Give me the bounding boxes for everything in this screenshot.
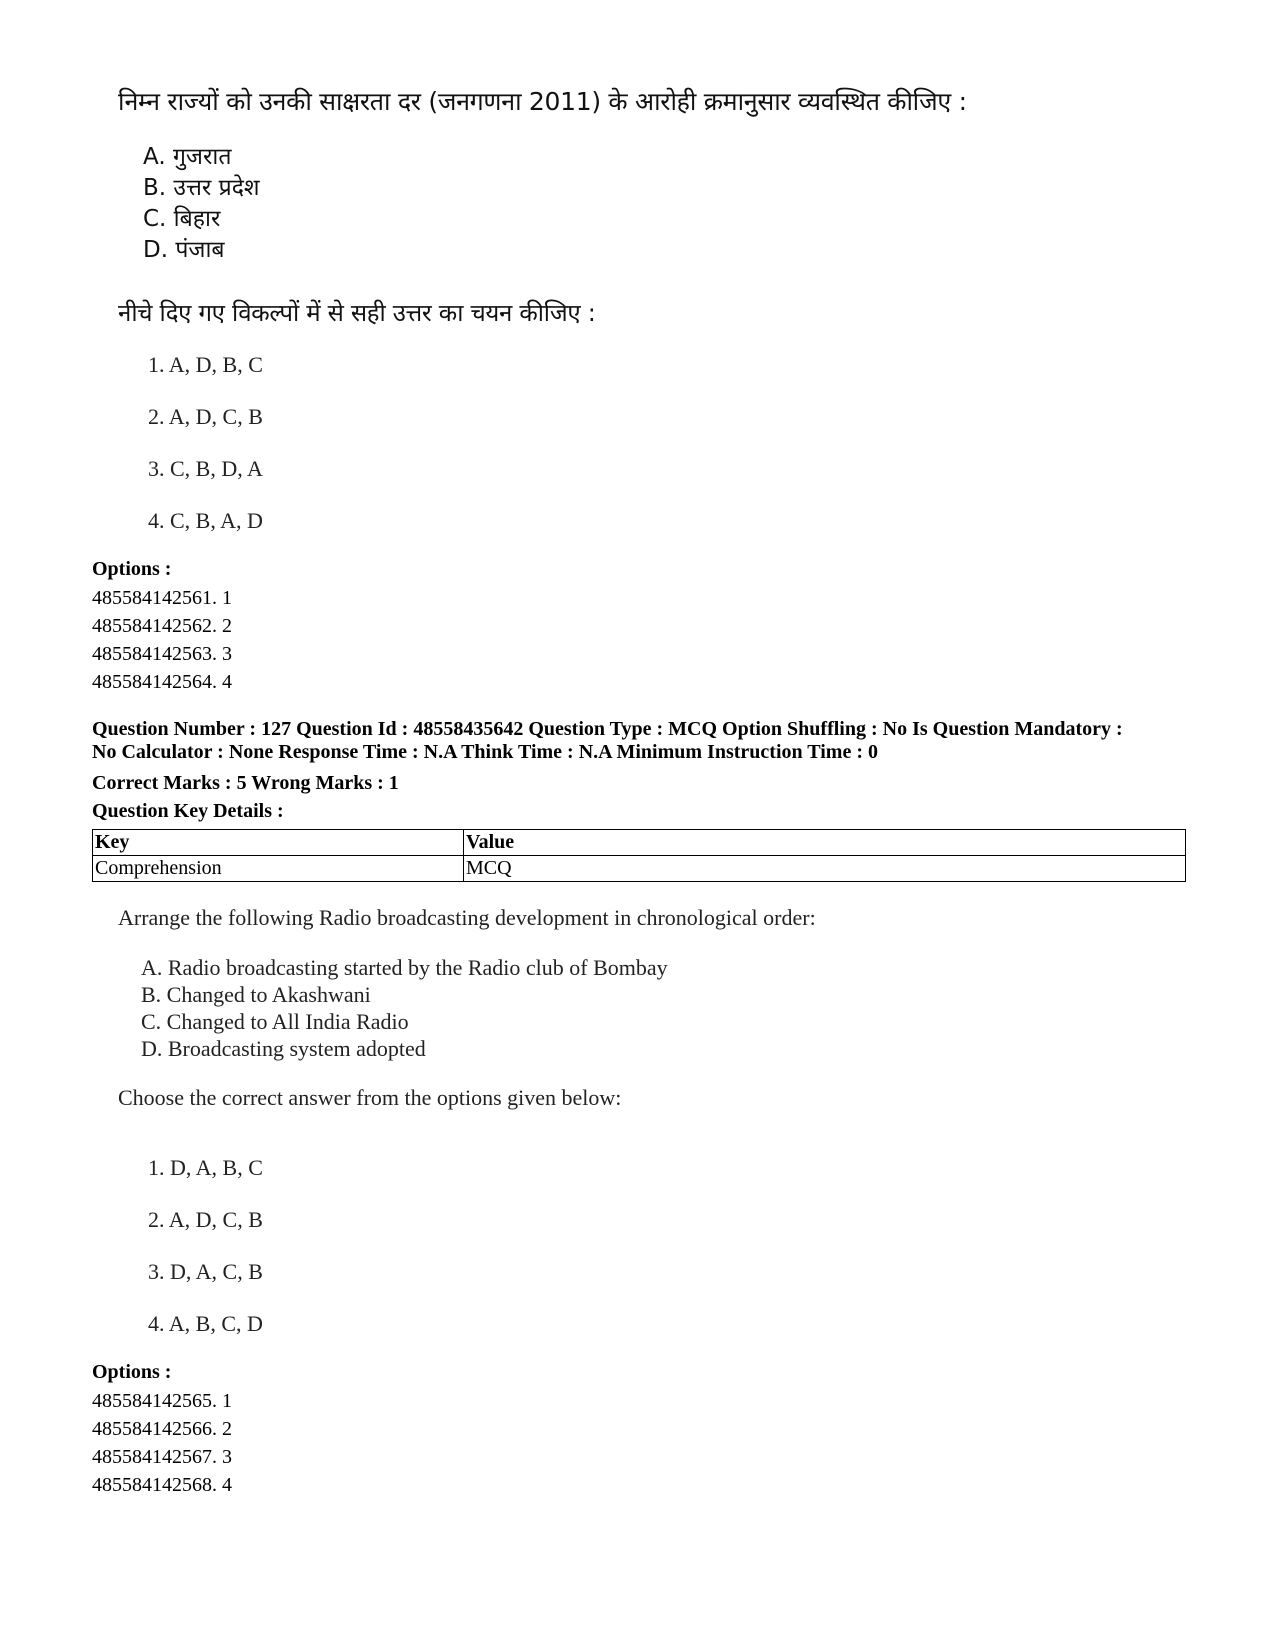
q2-option-id: 485584142565. 1 <box>92 1390 232 1412</box>
q2-option-id: 485584142567. 3 <box>92 1446 232 1468</box>
key-table-header-value: Value <box>464 830 1186 856</box>
q1-options-heading: Options : <box>92 558 172 580</box>
q1-items-list <box>143 142 260 266</box>
q2-item: D. Broadcasting system adopted <box>141 1036 426 1061</box>
key-table-header-key: Key <box>93 830 464 856</box>
q1-option-id: 485584142561. 1 <box>92 587 232 609</box>
key-table-row <box>93 856 1186 882</box>
q2-option-id: 485584142566. 2 <box>92 1418 232 1440</box>
q1-item: B. उत्तर प्रदेश <box>143 175 260 201</box>
q2-answer-choice: 4. A, B, C, D <box>148 1311 263 1336</box>
q2-options-list <box>92 1387 232 1499</box>
q1-choose-instruction: नीचे दिए गए विकल्पों में से सही उत्तर का चयन कीजिए : <box>118 299 596 327</box>
q2-answer-choice: 3. D, A, C, B <box>148 1259 263 1284</box>
q2-choose-instruction: Choose the correct answer from the options given below: <box>118 1085 622 1110</box>
q1-option-id: 485584142563. 3 <box>92 643 232 665</box>
q1-option-id: 485584142562. 2 <box>92 615 232 637</box>
q1-answer-choice: 4. C, B, A, D <box>148 508 263 533</box>
q1-item: C. बिहार <box>143 206 221 232</box>
q2-item: B. Changed to Akashwani <box>141 982 371 1007</box>
q2-stem: Arrange the following Radio broadcasting development in chronological order: <box>118 905 816 930</box>
q1-answer-choices <box>148 339 263 547</box>
q1-item: D. पंजाब <box>143 237 225 263</box>
q2-option-id: 485584142568. 4 <box>92 1474 232 1496</box>
q1-answer-choice: 3. C, B, D, A <box>148 456 263 481</box>
q2-key-table <box>92 829 1186 882</box>
q2-items-list <box>141 954 668 1062</box>
q2-item: C. Changed to All India Radio <box>141 1009 409 1034</box>
q2-meta <box>92 718 1202 764</box>
q2-answer-choice: 1. D, A, B, C <box>148 1155 263 1180</box>
key-table-cell-value: MCQ <box>464 856 1186 882</box>
q1-answer-choice: 1. A, D, B, C <box>148 352 263 377</box>
q1-stem: निम्न राज्यों को उनकी साक्षरता दर (जनगणना 2011) के आरोही क्रमानुसार व्यवस्थित कीजिए : <box>118 87 967 116</box>
q2-answer-choice: 2. A, D, C, B <box>148 1207 263 1232</box>
key-table-cell-key: Comprehension <box>93 856 464 882</box>
q1-options-list <box>92 584 232 696</box>
q2-options-heading: Options : <box>92 1361 172 1383</box>
q2-meta-line: Question Number : 127 Question Id : 48558435642 Question Type : MCQ Option Shuffling : No Is Question Mandatory : <box>92 718 1123 740</box>
q2-item: A. Radio broadcasting started by the Radio club of Bombay <box>141 955 668 980</box>
q2-marks: Correct Marks : 5 Wrong Marks : 1 <box>92 772 399 794</box>
q2-answer-choices <box>148 1142 263 1350</box>
key-table-header-row <box>93 830 1186 856</box>
q1-answer-choice: 2. A, D, C, B <box>148 404 263 429</box>
q2-key-details-heading: Question Key Details : <box>92 800 284 822</box>
q1-option-id: 485584142564. 4 <box>92 671 232 693</box>
q1-item: A. गुजरात <box>143 144 232 170</box>
q2-meta-line: No Calculator : None Response Time : N.A Think Time : N.A Minimum Instruction Time : 0 <box>92 741 878 763</box>
